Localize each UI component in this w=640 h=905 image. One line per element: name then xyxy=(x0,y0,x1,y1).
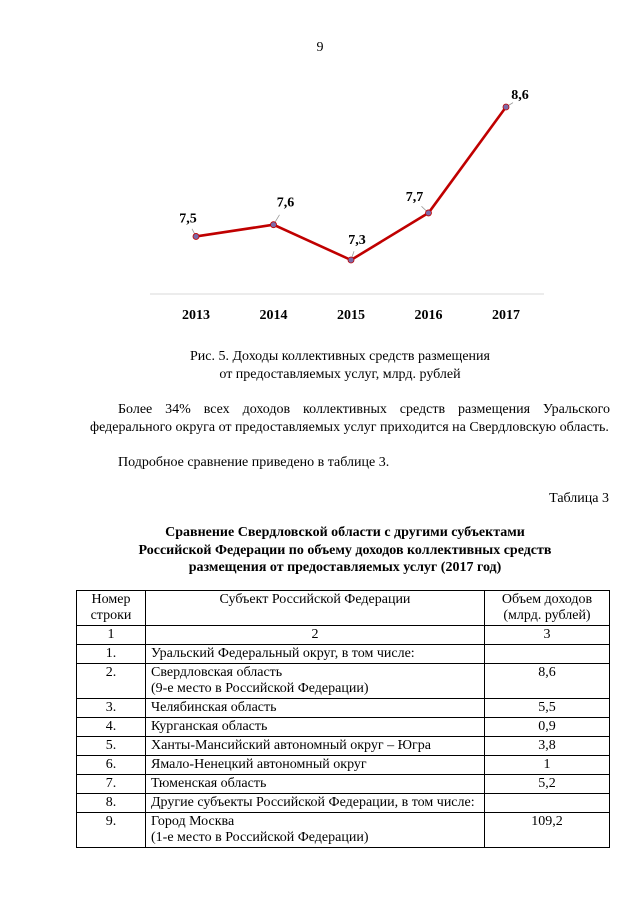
subject-cell xyxy=(146,794,485,813)
paragraph-reference: Подробное сравнение приведено в таблице 3. xyxy=(118,455,390,470)
row-number-cell: 5. xyxy=(77,737,146,756)
value-cell: 1 xyxy=(485,756,610,775)
data-label: 7,6 xyxy=(276,195,295,211)
table-row xyxy=(77,664,610,699)
table-row xyxy=(77,737,610,756)
subject-name: Тюменская область xyxy=(151,776,267,791)
data-label: 8,6 xyxy=(511,88,529,103)
value-cell xyxy=(485,794,610,813)
table-row xyxy=(77,699,610,718)
subject-name: Ямало-Ненецкий автономный округ xyxy=(151,757,367,772)
figure-caption-line-2: от предоставляемых услуг, млрд. рублей xyxy=(219,367,461,382)
x-tick-label: 2017 xyxy=(492,308,520,323)
header-num-line: строки xyxy=(90,608,132,623)
table-row xyxy=(77,775,610,794)
subject-name: Ханты-Мансийский автономный округ – Югра xyxy=(151,738,431,753)
comparison-table xyxy=(76,590,610,848)
subject-cell xyxy=(146,775,485,794)
column-number: 3 xyxy=(485,626,610,645)
header-num-line: Номер xyxy=(91,592,131,607)
header-value-line: (млрд. рублей) xyxy=(503,608,591,623)
value-cell: 109,2 xyxy=(485,813,610,848)
table-title xyxy=(60,524,630,577)
column-number: 2 xyxy=(146,626,485,645)
table-row xyxy=(77,718,610,737)
table-title-line: Российской Федерации по объему доходов коллективных средств xyxy=(138,542,552,558)
data-label: 7,5 xyxy=(179,211,197,227)
subject-cell xyxy=(146,718,485,737)
x-tick-label: 2016 xyxy=(414,308,443,323)
table-title-line: Сравнение Свердловской области с другими субъектами xyxy=(165,525,525,540)
subject-name: Уральский Федеральный округ, в том числе: xyxy=(151,646,415,661)
row-number-cell: 4. xyxy=(77,718,146,737)
subject-name: Курганская область xyxy=(151,719,268,734)
data-point xyxy=(271,222,277,228)
subject-cell xyxy=(146,756,485,775)
data-point xyxy=(503,104,509,110)
table-row xyxy=(77,794,610,813)
x-tick-label: 2013 xyxy=(182,308,210,323)
row-number-cell: 3. xyxy=(77,699,146,718)
value-cell: 5,2 xyxy=(485,775,610,794)
header-row-number xyxy=(77,591,146,626)
table-row xyxy=(77,756,610,775)
data-point xyxy=(348,257,354,263)
table-title-line: размещения от предоставляемых услуг (2017 год) xyxy=(188,560,502,575)
subject-name: Свердловская область xyxy=(151,665,283,680)
row-number-cell: 2. xyxy=(77,664,146,699)
subject-cell xyxy=(146,699,485,718)
table-header-row xyxy=(77,591,610,626)
subject-name: Челябинская область xyxy=(151,700,277,715)
subject-note: (1-е место в Российской Федерации) xyxy=(151,830,369,845)
table-row xyxy=(77,645,610,664)
value-cell xyxy=(485,645,610,664)
value-cell: 3,8 xyxy=(485,737,610,756)
column-number: 1 xyxy=(77,626,146,645)
data-label: 7,3 xyxy=(348,233,366,248)
data-point xyxy=(193,233,199,239)
value-cell: 5,5 xyxy=(485,699,610,718)
subject-name: Другие субъекты Российской Федерации, в том числе: xyxy=(151,795,475,810)
table-label: Таблица 3 xyxy=(549,491,609,506)
x-tick-label: 2015 xyxy=(337,308,365,323)
table-row xyxy=(77,813,610,848)
page-number: 9 xyxy=(316,40,324,55)
subject-cell xyxy=(146,664,485,699)
row-number-cell: 8. xyxy=(77,794,146,813)
header-value-line: Объем доходов xyxy=(501,592,593,607)
row-number-cell: 9. xyxy=(77,813,146,848)
row-number-cell: 6. xyxy=(77,756,146,775)
data-label: 7,7 xyxy=(405,189,424,205)
subject-name: Город Москва xyxy=(151,814,235,829)
income-line-chart xyxy=(150,78,550,328)
figure-caption-line-1: Рис. 5. Доходы коллективных средств размещения xyxy=(190,349,490,364)
subject-cell xyxy=(146,737,485,756)
x-tick-label: 2014 xyxy=(259,308,288,323)
subject-cell xyxy=(146,813,485,848)
subject-cell xyxy=(146,645,485,664)
value-cell: 8,6 xyxy=(485,664,610,699)
row-number-cell: 1. xyxy=(77,645,146,664)
column-number-row xyxy=(77,626,610,645)
subject-note: (9-е место в Российской Федерации) xyxy=(151,681,369,696)
data-point xyxy=(426,210,432,216)
row-number-cell: 7. xyxy=(77,775,146,794)
paragraph-share: Более 34% всех доходов коллективных средств размещения Уральского федерального округа от предоставляемых услуг приходится на Свердловскую область. xyxy=(90,402,610,435)
value-cell: 0,9 xyxy=(485,718,610,737)
header-subject: Субъект Российской Федерации xyxy=(146,591,485,626)
header-value xyxy=(485,591,610,626)
